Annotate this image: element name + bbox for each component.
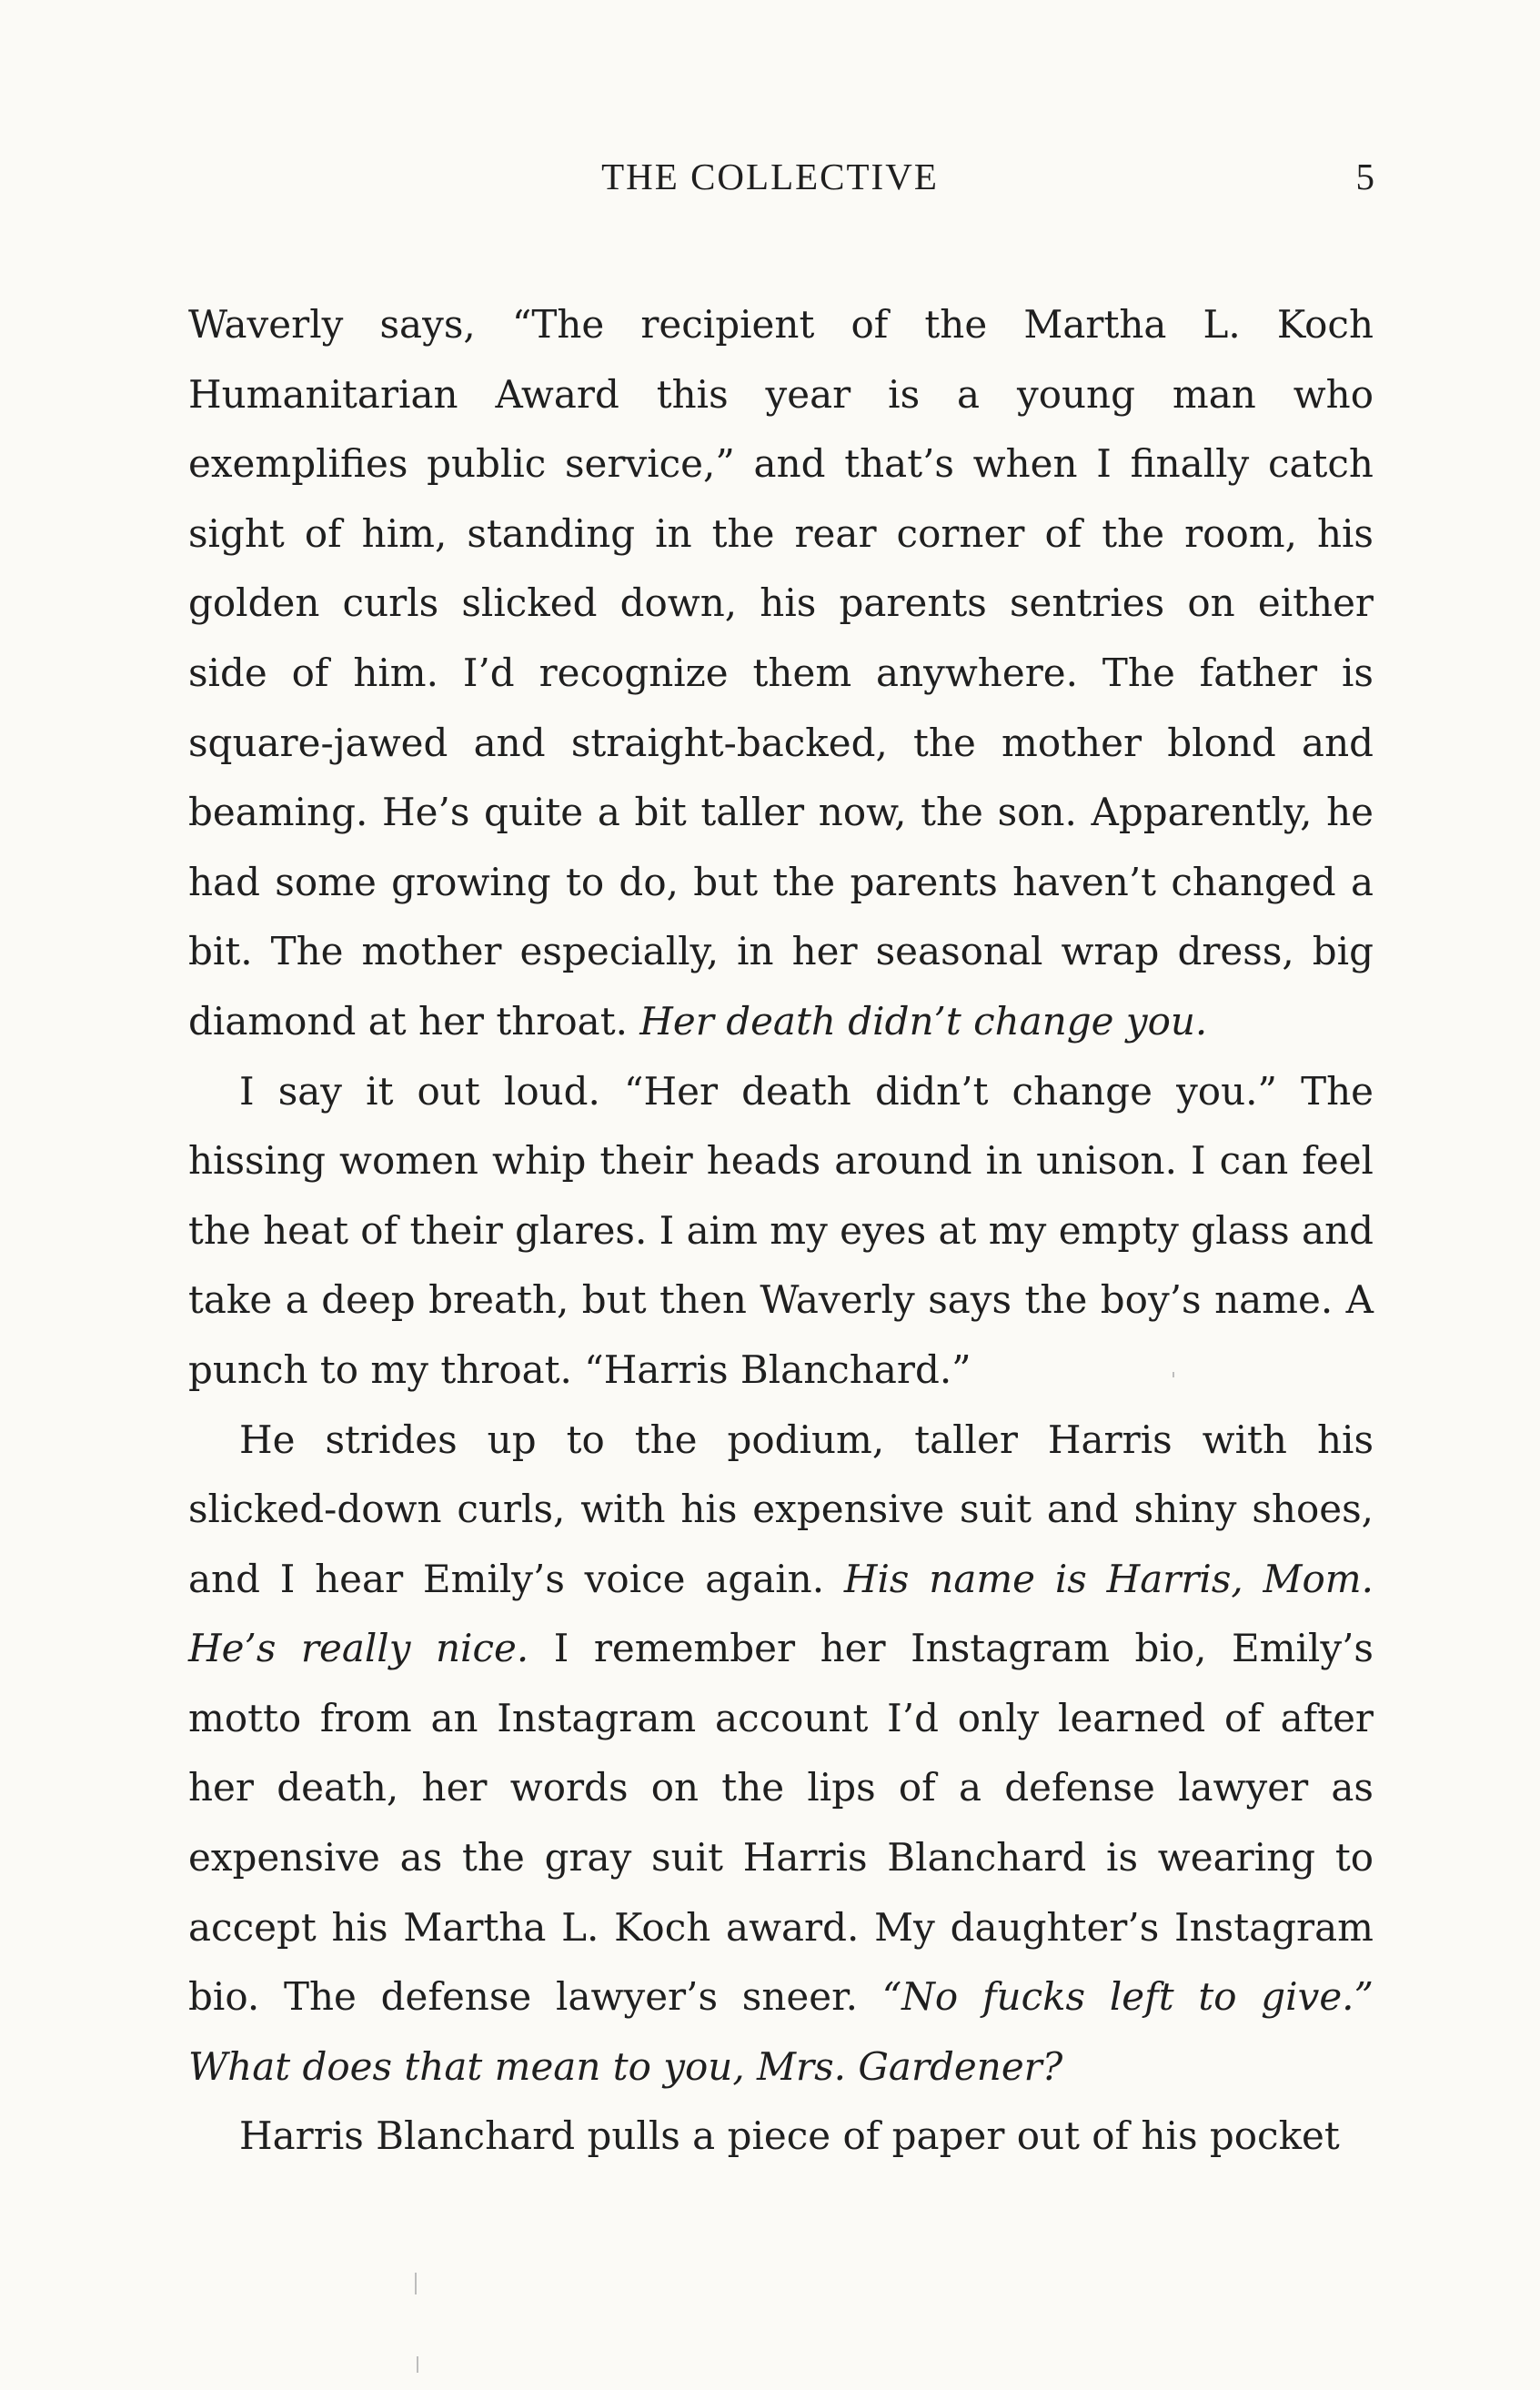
text-run: Harris Blanchard pulls a piece of paper out of his pocket [239, 2113, 1340, 2159]
italic-run: His name is Harris, Mom. He’s really nice. [188, 1556, 1374, 1671]
paragraph [188, 290, 1374, 1057]
italic-run: “No fucks left to give.” What does that mean to you, Mrs. Gardener? [188, 1974, 1374, 2089]
paragraph [188, 1406, 1374, 2103]
page-number: 5 [1355, 156, 1374, 197]
scan-speck [415, 2273, 417, 2294]
text-run: Waverly says, “The recipient of the Martha L. Koch Humanitarian Award this year is a young man who exemplifies public service,” and that’s when I finally catch sight of him, standing in the rear corner of the room, his golden curls slicked down, his parents sentries on either side of him. I’d recognize them anywhere. The father is square-jawed and straight-backed, the mother blond and beaming. He’s quite a bit taller now, the son. Apparently, he had some growing to do, but the parents haven’t changed a bit. The mother especially, in her seasonal wrap dress, big diamond at her throat. [188, 302, 1374, 1044]
running-title: THE COLLECTIVE [601, 156, 939, 197]
paragraph [188, 2102, 1374, 2172]
text-run: I remember her Instagram bio, Emily’s motto from an Instagram account I’d only learned of after her death, her words on the lips of a defense lawyer as expensive as the gray suit Harris Blanchard is wearing to accept his Martha L. Koch award. My daughter’s Instagram bio. The defense lawyer’s sneer. [188, 1626, 1374, 2020]
running-head [0, 149, 1540, 204]
paragraph [188, 1057, 1374, 1406]
scan-speck [1173, 1372, 1174, 1377]
body-text [188, 290, 1374, 2172]
text-run: I say it out loud. “Her death didn’t change you.” The hissing women whip their heads around in unison. I can feel the heat of their glares. I aim my eyes at my empty glass and take a deep breath, but then Waverly says the boy’s name. A punch to my throat. “Harris Blanchard.” [188, 1068, 1374, 1392]
scan-speck [417, 2356, 418, 2373]
italic-run: Her death didn’t change you. [639, 998, 1208, 1044]
text-run: He strides up to the podium, taller Harris with his slicked-down curls, with his expensive suit and shiny shoes, and I hear Emily’s voice again. [188, 1417, 1374, 1601]
